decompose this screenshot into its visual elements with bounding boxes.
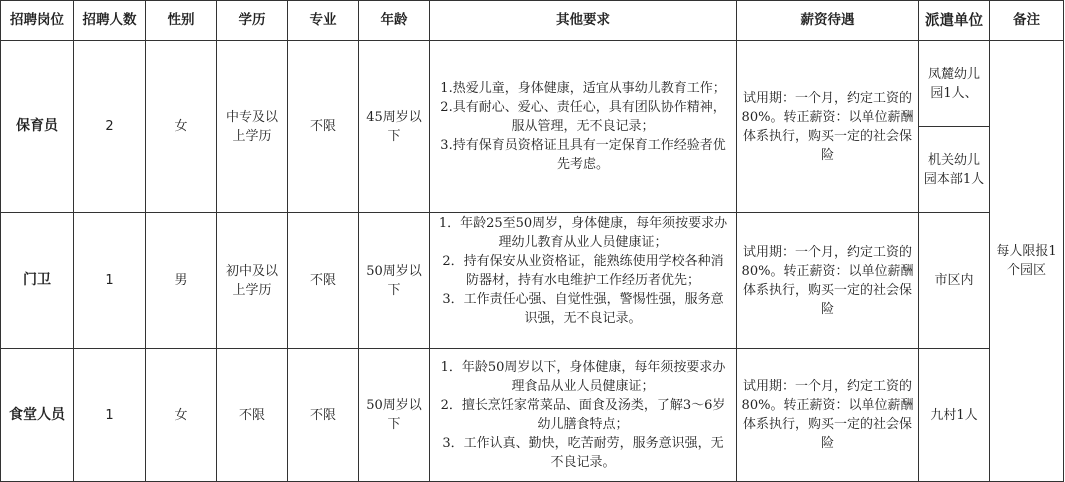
- major-cell: 不限: [288, 41, 359, 213]
- table-row: [1, 349, 1064, 482]
- header-row: [1, 1, 1064, 41]
- requirement-item: 2．擅长烹饪家常菜品、面食及汤类，了解3～6岁幼儿膳食特点；: [440, 398, 726, 432]
- age-cell: 50周岁以下: [359, 349, 430, 482]
- count-cell: 2: [74, 41, 146, 213]
- header-position: 招聘岗位: [1, 1, 74, 41]
- requirement-item: 2.具有耐心、爱心、责任心，具有团队协作精神，服从管理，无不良记录；: [440, 100, 726, 134]
- salary-cell: 试用期：一个月，约定工资的80%。转正薪资：以单位薪酬体系执行，购买一定的社会保险: [737, 213, 919, 349]
- education-cell: 中专及以上学历: [217, 41, 288, 213]
- header-requirements: 其他要求: [430, 1, 737, 41]
- header-major: 专业: [288, 1, 359, 41]
- position-cell: 食堂人员: [1, 349, 74, 482]
- age-cell: 45周岁以下: [359, 41, 430, 213]
- major-cell: 不限: [288, 213, 359, 349]
- remark-cell: 每人限报1个园区: [990, 41, 1064, 482]
- salary-cell: 试用期：一个月，约定工资的80%。转正薪资：以单位薪酬体系执行，购买一定的社会保险: [737, 349, 919, 482]
- requirement-item: 1．年龄50周岁以下，身体健康，每年须按要求办理食品从业人员健康证；: [440, 360, 726, 394]
- requirements-cell: [430, 41, 737, 213]
- unit-cell: 市区内: [919, 213, 990, 349]
- header-education: 学历: [217, 1, 288, 41]
- position-cell: 保育员: [1, 41, 74, 213]
- requirements-cell: [430, 213, 737, 349]
- requirement-item: 3．工作认真、勤快，吃苦耐劳，服务意识强，无不良记录。: [442, 436, 724, 470]
- table-row: [1, 41, 1064, 127]
- requirement-item: 2．持有保安从业资格证，能熟练使用学校各种消防器材，持有水电维护工作经历者优先；: [442, 254, 724, 288]
- unit-cell: 机关幼儿园本部1人: [919, 127, 990, 213]
- header-gender: 性别: [146, 1, 217, 41]
- age-cell: 50周岁以下: [359, 213, 430, 349]
- requirement-item: 1.热爱儿童，身体健康，适宜从事幼儿教育工作；: [440, 81, 726, 96]
- gender-cell: 男: [146, 213, 217, 349]
- count-cell: 1: [74, 349, 146, 482]
- major-cell: 不限: [288, 349, 359, 482]
- count-cell: 1: [74, 213, 146, 349]
- header-salary: 薪资待遇: [737, 1, 919, 41]
- header-count: 招聘人数: [74, 1, 146, 41]
- gender-cell: 女: [146, 349, 217, 482]
- education-cell: 初中及以上学历: [217, 213, 288, 349]
- salary-cell: 试用期：一个月，约定工资的80%。转正薪资：以单位薪酬体系执行，购买一定的社会保险: [737, 41, 919, 213]
- header-unit: 派遣单位: [919, 1, 990, 41]
- table-row: [1, 213, 1064, 349]
- unit-cell: 凤麓幼儿园1人、: [919, 41, 990, 127]
- requirement-item: 3.持有保育员资格证且具有一定保育工作经验者优先考虑。: [440, 138, 726, 172]
- gender-cell: 女: [146, 41, 217, 213]
- header-age: 年龄: [359, 1, 430, 41]
- requirement-item: 1．年龄25至50周岁，身体健康，每年须按要求办理幼儿教育从业人员健康证；: [438, 216, 728, 250]
- position-cell: 门卫: [1, 213, 74, 349]
- header-remark: 备注: [990, 1, 1064, 41]
- education-cell: 不限: [217, 349, 288, 482]
- requirements-cell: [430, 349, 737, 482]
- unit-cell: 九村1人: [919, 349, 990, 482]
- requirement-item: 3．工作责任心强、自觉性强，警惕性强，服务意识强，无不良记录。: [442, 292, 724, 326]
